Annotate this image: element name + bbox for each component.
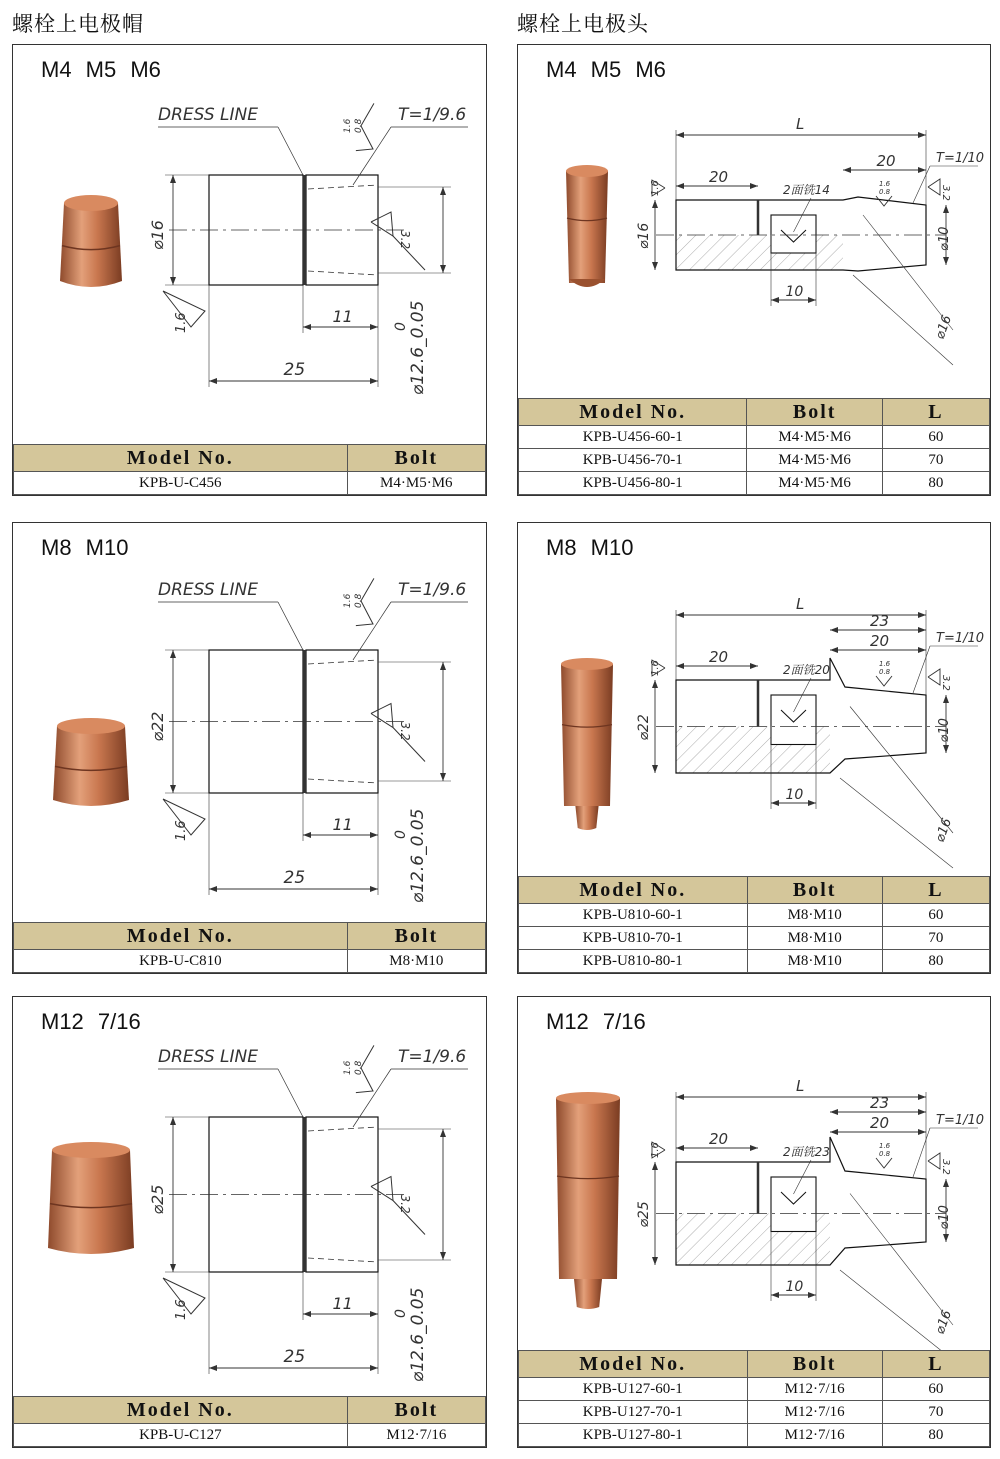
table-cell: KPB-U127-60-1 (519, 1378, 748, 1401)
bore-tolerance: ⌀12.6_0.05 (408, 1287, 428, 1382)
cap-section (169, 175, 408, 285)
panel-size-label: M12 7/16 (546, 1009, 646, 1034)
table-cell: M12·7/16 (747, 1401, 882, 1424)
table-row (519, 927, 990, 950)
flat-note: 2面铣14 (783, 183, 830, 197)
tip-header-1: Bolt (747, 399, 882, 426)
table-row (14, 472, 486, 495)
outer-roughness-value: 1.6 (174, 820, 189, 841)
table-row (519, 950, 990, 973)
tip-length-value: 20 (870, 632, 890, 650)
cap-header-0: Model No. (14, 445, 348, 472)
taper-label: T=1/9.6 (398, 1047, 467, 1067)
tip-header-2: L (882, 1351, 989, 1378)
cap-header-0: Model No. (14, 923, 348, 950)
table-cell: KPB-U-C127 (14, 1424, 348, 1447)
table-cell: 70 (882, 1401, 989, 1424)
small-roughness-symbol (876, 676, 892, 686)
table-row (519, 1424, 990, 1447)
table-cell: M12·7/16 (747, 1378, 882, 1401)
table-row (519, 904, 990, 927)
total-length-value: 25 (283, 360, 306, 380)
tip-photo (566, 165, 608, 287)
table-cell: KPB-U127-80-1 (519, 1424, 748, 1447)
cap-header-1: Bolt (347, 923, 485, 950)
bore-dimension (440, 1129, 446, 1260)
outer-roughness-value: 1.6 (650, 180, 661, 196)
flat-width-value: 10 (785, 284, 804, 300)
table-cell: M12·7/16 (747, 1424, 882, 1447)
diameter-value: ⌀22 (148, 711, 167, 742)
tip-diameter-value: ⌀10 (937, 226, 952, 251)
body-diameter-value: ⌀25 (636, 1201, 652, 1228)
table-cell: KPB-U-C456 (14, 472, 348, 495)
panel-size-label: M12 7/16 (41, 1009, 141, 1034)
body-length-value: 20 (709, 648, 729, 666)
small-roughness-b: 0.8 (879, 668, 891, 676)
dress-line-label: DRESS LINE (158, 580, 258, 600)
table-cell: M4·M5·M6 (747, 472, 882, 495)
short-length-value: 11 (332, 1294, 353, 1313)
body-length-value: 20 (709, 1130, 729, 1148)
flat-note: 2面铣23 (783, 1145, 830, 1159)
tip-drawing (518, 523, 991, 893)
tip-section (656, 197, 946, 271)
table-row (519, 1378, 990, 1401)
table-cell: KPB-U127-70-1 (519, 1401, 748, 1424)
tip-header-1: Bolt (747, 877, 882, 904)
small-roughness-b: 0.8 (354, 593, 364, 608)
tip-spec-table (518, 876, 990, 973)
panel-size-label: M8 M10 (41, 535, 129, 560)
table-cell: 80 (882, 1424, 989, 1447)
small-roughness-a: 1.6 (879, 660, 891, 668)
table-row (519, 449, 990, 472)
right-column-title: 螺栓上电极头 (517, 12, 649, 36)
table-cell: KPB-U456-70-1 (519, 449, 747, 472)
diameter-value: ⌀25 (148, 1184, 167, 1215)
shoulder-length-value: 23 (870, 612, 890, 630)
cap-spec-table (13, 1396, 486, 1447)
table-cell: M4·M5·M6 (747, 449, 882, 472)
body-length-value: 20 (709, 168, 729, 186)
small-roughness-a: 1.6 (343, 118, 353, 133)
inner-roughness-value: 3.2 (940, 185, 951, 201)
total-length-value: 25 (283, 1347, 306, 1367)
panel-size-label: M4 M5 M6 (41, 57, 161, 82)
outer-roughness-value: 1.6 (650, 1142, 661, 1158)
cap-photo (53, 718, 129, 806)
inner-roughness-value: 3.2 (398, 721, 412, 741)
taper-label: T=1/10 (936, 151, 985, 166)
inner-roughness-value: 3.2 (398, 1194, 412, 1214)
tip-header-0: Model No. (519, 1351, 748, 1378)
table-cell: M4·M5·M6 (347, 472, 485, 495)
table-cell: KPB-U810-60-1 (519, 904, 748, 927)
panel-size-label: M8 M10 (546, 535, 634, 560)
total-length-value: 25 (283, 868, 306, 888)
small-roughness-b: 0.8 (879, 188, 891, 196)
cone-diameter-value: ⌀16 (932, 816, 956, 845)
left-column-title: 螺栓上电极帽 (12, 12, 144, 36)
dress-line-label: DRESS LINE (158, 105, 258, 125)
table-row (519, 472, 990, 495)
cap-photo (60, 195, 122, 287)
small-roughness-b: 0.8 (354, 118, 364, 133)
table-cell: KPB-U810-80-1 (519, 950, 748, 973)
table-cell: 60 (882, 1378, 989, 1401)
tip-spec-table (518, 1350, 990, 1447)
bore-tolerance-upper: 0 (393, 322, 409, 331)
tip-header-2: L (882, 399, 989, 426)
tip-length-value: 20 (870, 1114, 890, 1132)
table-cell: KPB-U456-60-1 (519, 426, 747, 449)
table-cell: M4·M5·M6 (747, 426, 882, 449)
bore-dimension (440, 662, 446, 781)
table-row (14, 950, 486, 973)
small-roughness-a: 1.6 (343, 1060, 353, 1075)
inner-roughness-symbol (371, 1177, 425, 1235)
bore-tolerance-upper: 0 (393, 830, 409, 839)
cap-spec-table (13, 444, 486, 495)
length-L-value: L (796, 595, 805, 613)
cap-section (169, 1117, 408, 1272)
inner-roughness-symbol (928, 1153, 940, 1169)
table-row (519, 1401, 990, 1424)
table-cell: KPB-U-C810 (14, 950, 348, 973)
cone-diameter-value: ⌀16 (932, 313, 956, 342)
panel-size-label: M4 M5 M6 (546, 57, 666, 82)
inner-roughness-symbol (371, 212, 425, 270)
body-diameter-value: ⌀16 (636, 222, 652, 249)
cap-panel-m8-m10 (12, 522, 487, 974)
length-L-value: L (796, 1077, 805, 1095)
length-L-value: L (796, 115, 805, 133)
cap-header-1: Bolt (347, 1397, 485, 1424)
tip-diameter-value: ⌀10 (937, 718, 952, 743)
table-cell: M8·M10 (747, 950, 882, 973)
cap-section (169, 650, 408, 793)
tip-panel-m12 (517, 996, 991, 1448)
small-roughness-a: 1.6 (879, 180, 891, 188)
table-cell: M12·7/16 (347, 1424, 485, 1447)
outer-roughness-value: 1.6 (174, 312, 189, 333)
tip-photo (556, 1092, 620, 1309)
table-cell: 80 (882, 472, 989, 495)
tip-drawing (518, 997, 991, 1367)
inner-roughness-symbol (928, 179, 940, 195)
cap-panel-m4-m6 (12, 44, 487, 496)
small-roughness-a: 1.6 (879, 1142, 891, 1150)
table-cell: KPB-U810-70-1 (519, 927, 748, 950)
table-cell: M8·M10 (747, 927, 882, 950)
tip-photo (561, 658, 613, 830)
cap-drawing (13, 45, 487, 445)
body-diameter-value: ⌀22 (636, 714, 652, 741)
table-row (519, 426, 990, 449)
cap-header-0: Model No. (14, 1397, 348, 1424)
table-cell: 70 (882, 449, 989, 472)
inner-roughness-value: 3.2 (940, 675, 951, 691)
table-row (14, 1424, 486, 1447)
table-cell: M8·M10 (747, 904, 882, 927)
cap-drawing (13, 523, 487, 923)
diameter-value: ⌀16 (148, 220, 167, 250)
short-length-value: 11 (332, 815, 353, 834)
inner-roughness-value: 3.2 (940, 1159, 951, 1175)
tip-header-1: Bolt (747, 1351, 882, 1378)
inner-roughness-symbol (371, 704, 425, 762)
tip-spec-table (518, 398, 990, 495)
table-cell: 60 (882, 426, 989, 449)
short-length-value: 11 (332, 307, 353, 326)
taper-label: T=1/9.6 (398, 580, 467, 600)
tip-panel-m4-m6 (517, 44, 991, 496)
small-roughness-b: 0.8 (879, 1150, 891, 1158)
cap-spec-table (13, 922, 486, 973)
cap-panel-m12 (12, 996, 487, 1448)
bore-tolerance: ⌀12.6_0.05 (408, 808, 428, 903)
cone-diameter-value: ⌀16 (932, 1308, 956, 1337)
table-cell: 80 (882, 950, 989, 973)
tip-panel-m8-m10 (517, 522, 991, 974)
tip-header-0: Model No. (519, 877, 748, 904)
bore-tolerance-upper: 0 (393, 1309, 409, 1318)
outer-roughness-value: 1.6 (174, 1299, 189, 1320)
inner-roughness-symbol (928, 669, 940, 685)
bore-tolerance: ⌀12.6_0.05 (408, 300, 428, 395)
cap-photo (48, 1142, 134, 1254)
dress-line-label: DRESS LINE (158, 1047, 258, 1067)
cap-header-1: Bolt (347, 445, 485, 472)
table-cell: M8·M10 (347, 950, 485, 973)
tip-header-0: Model No. (519, 399, 747, 426)
bore-dimension (440, 187, 446, 273)
shoulder-length-value: 23 (870, 1094, 890, 1112)
table-cell: 60 (882, 904, 989, 927)
flat-width-value: 10 (785, 787, 804, 803)
flat-width-value: 10 (785, 1279, 804, 1295)
outer-roughness-value: 1.6 (650, 660, 661, 676)
taper-label: T=1/9.6 (398, 105, 467, 125)
taper-label: T=1/10 (936, 1113, 985, 1128)
table-cell: KPB-U456-80-1 (519, 472, 747, 495)
taper-label: T=1/10 (936, 631, 985, 646)
small-roughness-a: 1.6 (343, 593, 353, 608)
tip-length-value: 20 (876, 152, 896, 170)
flat-note: 2面铣20 (783, 663, 830, 677)
small-roughness-b: 0.8 (354, 1060, 364, 1075)
tip-diameter-value: ⌀10 (937, 1205, 952, 1230)
inner-roughness-value: 3.2 (398, 230, 412, 250)
cap-drawing (13, 997, 487, 1397)
tip-drawing (518, 45, 991, 415)
table-cell: 70 (882, 927, 989, 950)
tip-header-2: L (882, 877, 989, 904)
small-roughness-symbol (876, 1158, 892, 1168)
